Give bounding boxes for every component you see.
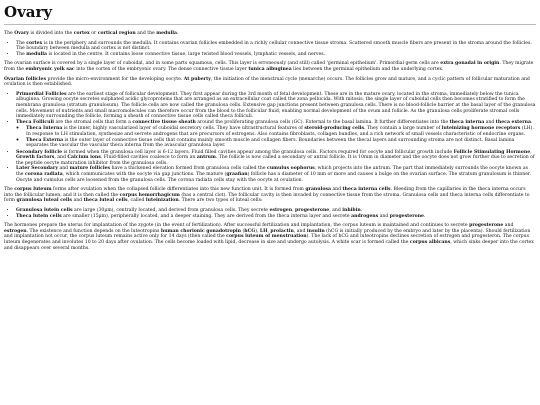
text-run: , xyxy=(292,208,295,214)
bold-term: graafian xyxy=(226,172,248,178)
list-item-mature-follicles xyxy=(16,166,536,183)
text-run: and xyxy=(484,119,496,125)
text-run: . xyxy=(423,213,426,219)
bold-term: theca interna xyxy=(449,119,485,125)
text-run: and xyxy=(378,213,390,219)
bold-term: insulin xyxy=(306,228,325,234)
bold-term: Theca lutein cells xyxy=(16,213,62,219)
text-run: and xyxy=(330,187,343,193)
text-run: . They contain a large number of xyxy=(364,126,442,132)
bold-term: tunica albuginea xyxy=(248,66,292,72)
text-run: The xyxy=(16,51,27,57)
bold-term: antrum xyxy=(196,155,216,161)
text-run: are the earliest stage of follicular development. They first appear during the 3rd month of fetal development. These are in the mature ovary, located in the stroma, immediately below the tunica albuginea. Growing oocyte secretes sulphated acidic glycoproteins that are arranged as an extracellular coat called the zona pellucida. With mitosis, the single layer of cuboidal cells then becomes stratified to form the membrana granulosa (stratum granulosum). The follicle cells are now called the granulosa cells. Extensive gap junctions present between granulosa cells. There is no blood-follicle barrier at the basal layer of the granulosa cells. Movement of nutrients and small macromolecules can therefore occur from the blood to the follicular fluid, enabling normal development of the ovum and follicle. As the granulosa cells proliferate stromal cells immediately surrounding the follicle, forming a sheath of connective tissue cells called theca folliculi. xyxy=(16,91,536,120)
bold-term: corona radiata xyxy=(24,172,63,178)
text-run: is in the periphery and surrounds the medulla. It contains ovarian follicles embedded in a richly cellular connective tissue stroma. Scattered smooth muscle fibers are present in the stroma around the follicles. The boundary between medulla and cortex is not distinct. xyxy=(16,40,532,52)
bold-term: Granulosa lutein cells xyxy=(16,208,73,214)
text-run: and the xyxy=(135,31,157,36)
text-run: and xyxy=(503,223,514,229)
text-run: The hormones prepare the uterus for implantation of the zygote (in the event of fertilization). After successful fertilization and implantation, the corpus luteum is maintained and continues to secrete xyxy=(4,223,470,229)
ovary-regions-list xyxy=(4,41,536,58)
bold-term: granulosa luteal cells xyxy=(16,198,72,204)
text-run: are large (30µm), centrally located, and derived from granulosa cells. They secrete xyxy=(72,208,270,214)
bold-term: luteinizing hormone receptors xyxy=(441,126,521,132)
text-run: , which sinks deeper into the cortex and disappears over several months. xyxy=(4,240,534,251)
ovarian-surface-paragraph xyxy=(4,61,536,72)
text-run: . The existence and function depends on the luteotropins xyxy=(26,228,161,234)
bold-term: At puberty xyxy=(183,76,211,82)
text-run: . Bleeding from the capillaries in the theca interna occurs into the follicular lumen, and it is then called the xyxy=(4,187,526,198)
text-run: ( xyxy=(241,228,245,234)
text-run: is the inner, highly vascularized layer of cuboidal secretory cells. They have ultrastructural features of xyxy=(62,126,305,132)
list-item-secondary-follicle xyxy=(16,150,536,167)
text-run: , which communicates with the oocyte via gap junctions. The mature ( xyxy=(62,172,227,178)
text-run: ) follicle has a diameter of 10 mm or more and causes a bulge on the ovarian surface. The stratum granulosum is thinner. Oocyte and cumulus cells are loosened from the granulosa cells. The corona radiata cells stay with the oocyte at ovulation. xyxy=(16,172,532,183)
text-run: is divided into the xyxy=(28,31,74,36)
text-run: provide the micro-environment for the developing oocyte. xyxy=(46,76,184,82)
text-run: and xyxy=(58,166,70,172)
bold-term: corpus luteum xyxy=(14,187,52,193)
bold-term: Theca Folliculi xyxy=(16,119,54,125)
text-run: The xyxy=(16,40,27,46)
text-run: , and xyxy=(293,228,307,234)
corpus-luteum-paragraph xyxy=(4,187,536,204)
list-item-theca-interna xyxy=(26,126,536,137)
text-run: are smaller (15µm), peripherally located, and a deeper staining. They are derived from the theca interna layer and secrete xyxy=(61,213,352,219)
text-run: The ovarian surface is covered by a single layer of cuboidal, and in some parts squamous, cells. This layer is erroneously (and still) called 'germinal epithelium'. Primordial germ cells are xyxy=(4,61,441,67)
bold-term: Primordial Follicles xyxy=(16,91,67,97)
bold-term: Follicle Stimulating Hormone xyxy=(453,149,531,155)
text-run: is formed when the granulosa cell layer is 6-12 layers. Fluid filled cavities appear among the granulosa cells. Factors required for oocyte and follicular growth include xyxy=(62,149,454,155)
bold-term: Calcium ions xyxy=(67,155,101,161)
bold-term: corpus albicans xyxy=(409,240,451,245)
page-title: Ovary xyxy=(4,4,536,25)
bold-term: medulla xyxy=(26,51,48,57)
text-run: The xyxy=(4,187,15,193)
text-run: around the proliferating granulosa cells (GC). External to the basal lamina. It further differentiates into the xyxy=(195,119,450,125)
text-run: have a thickened elevation formed from granulosa cells called the xyxy=(110,166,268,172)
text-run: . xyxy=(530,119,533,125)
bold-term: theca luteal cells xyxy=(83,198,128,204)
bold-term: LH xyxy=(259,228,268,234)
bold-term: inhibin xyxy=(342,208,361,214)
bold-term: Growth factors xyxy=(16,155,55,161)
text-run: . xyxy=(177,31,179,36)
bold-term: medulla xyxy=(156,31,178,36)
bold-term: human chorionic gonadotropin xyxy=(160,228,242,234)
bold-term: hCG xyxy=(244,228,256,234)
theca-layers-list xyxy=(16,126,536,148)
text-run: . Fluid-filled cavities coalesce to form an xyxy=(100,155,197,161)
hormones-paragraph xyxy=(4,223,536,251)
bold-term: Theca Interna xyxy=(26,126,63,132)
text-run: (LH). In response to LH stimulation, synthesize and secrete androgens that are precursors of estrogens. Also contains fibroblasts, collagen bundles, and a rich network of small vessels characteristic of endocrine organs. xyxy=(26,126,534,137)
text-run: lies between the germinal epithelium and the underlying cortex. xyxy=(291,66,444,72)
text-run: The xyxy=(4,31,15,36)
follicle-stages-list xyxy=(4,92,536,184)
list-item-theca-externa xyxy=(26,138,536,149)
list-item-primordial-follicles xyxy=(16,92,536,120)
intro-paragraph xyxy=(4,31,536,37)
text-run: , called xyxy=(127,198,146,204)
text-run: (has a central clot). The follicular cavity is then invaded by connective tissue from the stroma. Granulosa cells and theca interna cells differentiate to form xyxy=(4,192,530,204)
text-run: , and xyxy=(329,208,343,214)
text-run: forms after ovulation when the collapsed follicle differentiates into this new function unit. It is formed from xyxy=(51,187,306,193)
bold-term: cortex xyxy=(73,31,90,36)
text-run: , the initiation of the menstrual cycle (menarche) occurs. The follicles grow and mature, and a cyclic pattern of follicular maturation and ovulation is then established. xyxy=(4,76,530,88)
text-run: . The follicle is now called a secondary or antral follicle. It is 10mm in diameter and the oocyte does not grow further due to secretion of the peptide oocyte maturation inhibitor from the granulosa cells. xyxy=(16,155,535,166)
bold-term: luteinization xyxy=(145,198,179,204)
text-run: is located in the centre. It contains loose connective tissue, large twisted blood vessels, lymphatic vessels, and nerves. xyxy=(47,51,326,57)
text-run: . They migrate from the xyxy=(4,61,534,72)
bold-term: theca externa xyxy=(495,119,531,125)
list-item-theca-folliculi xyxy=(16,120,536,149)
bold-term: progesterone xyxy=(389,213,424,219)
luteal-cells-list xyxy=(4,208,536,219)
bold-term: steroid-producing cells xyxy=(304,126,365,132)
theca-folliculi-text xyxy=(16,120,532,125)
text-run: . There are two types of luteal cells: xyxy=(178,198,263,204)
bold-term: mature follicles xyxy=(69,166,111,172)
bold-term: cumulus oophorus xyxy=(267,166,315,172)
text-run: , xyxy=(530,149,532,155)
bold-term: progesterone xyxy=(295,208,330,214)
bold-term: granulosa xyxy=(305,187,331,193)
text-run: , and xyxy=(54,155,68,161)
bold-term: cortex xyxy=(26,40,43,46)
text-run: are the stromal cells that form a xyxy=(54,119,133,125)
text-run: , xyxy=(267,228,271,234)
document-page xyxy=(4,4,536,255)
bold-term: Secondary follicle xyxy=(16,149,63,155)
bold-term: Later Secondary xyxy=(16,166,58,172)
text-run: is the outer layer of connective tissue cells that contains mainly smooth muscle and collagen fibers. Boundaries between the thecal layers and surrounding stroma are not distinct. Basal lamina separates the vascular the vascular theca interna from the avascular granulosa layer. xyxy=(26,137,515,149)
text-run: or xyxy=(89,31,98,36)
list-item-cortex xyxy=(16,41,536,52)
bold-term: corpus hemorrhagicum xyxy=(119,192,180,198)
bold-term: theca interna cells xyxy=(342,187,391,193)
bold-term: progesterone xyxy=(469,223,504,229)
bold-term: cortical region xyxy=(97,31,136,36)
text-run: , which projects into the antrum. The part that immediately surrounds the oocyte known as the xyxy=(16,166,528,178)
ovarian-follicles-paragraph xyxy=(4,77,536,88)
bold-term: estrogen xyxy=(4,228,27,234)
text-run: ), xyxy=(255,228,260,234)
bold-term: Ovary xyxy=(14,31,29,36)
bold-term: connective tissue sheath xyxy=(132,119,196,125)
text-run: (hCG is initially produced by the embryo and later by the placenta). Should fertilization and implantation not occur, the corpus luteum remains active only for 14 days (then called the xyxy=(4,228,531,240)
text-run: into the cortex of the embryonic ovary. The dense connective tissue layer xyxy=(74,66,249,72)
bold-term: Theca Externa xyxy=(26,137,64,143)
bold-term: androgens xyxy=(351,213,379,219)
bold-term: Ovarian follicles xyxy=(4,76,47,82)
bold-term: extra gonadal in origin xyxy=(440,61,500,67)
list-item-theca-lutein-cells xyxy=(16,214,536,220)
bold-term: prolactin xyxy=(270,228,294,234)
text-run: ). The lack of hCG and luteotropins declines secretion of estrogen and progesteron. The corpus luteum degenerates and involutes 10 to 20 days after ovulation. The cells become loaded with lipid, decrease in size and undergo autolysis. A white scar is formed called the xyxy=(4,234,529,245)
bold-term: corpus luteum of menstruation xyxy=(226,234,307,240)
bold-term: embryonic yolk sac xyxy=(25,66,75,72)
bold-term: estrogen xyxy=(269,208,293,214)
text-run: and xyxy=(72,198,84,204)
text-run: . xyxy=(360,208,363,214)
list-item-medulla xyxy=(16,52,536,58)
